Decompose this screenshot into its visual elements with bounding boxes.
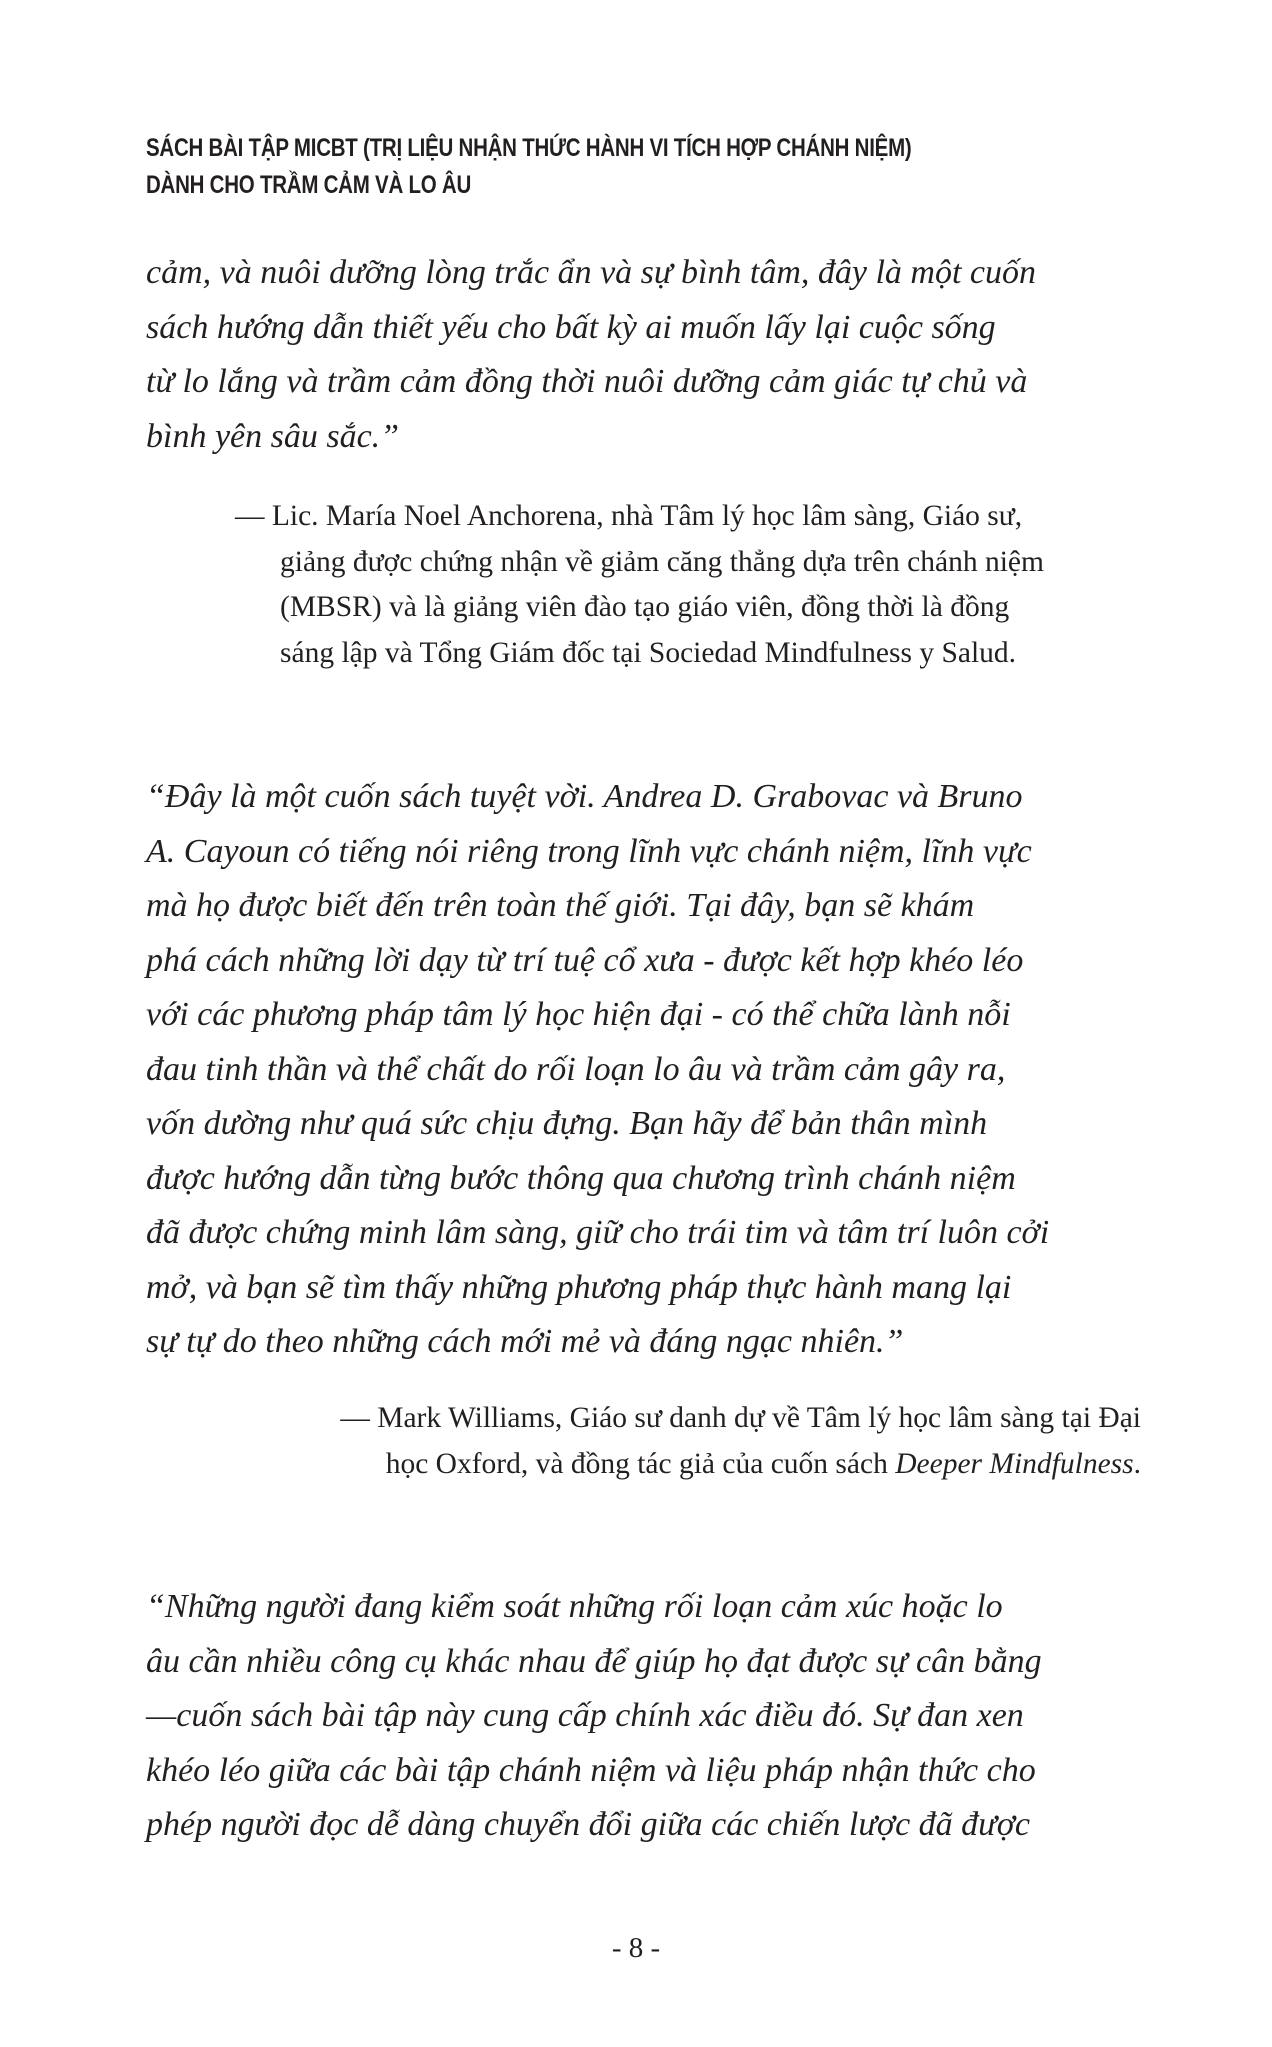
quote-line: đau tinh thần và thể chất do rối loạn lo âu và trầm cảm gây ra, (146, 1050, 1006, 1088)
quote-line: bình yên sâu sắc.” (146, 417, 400, 455)
attribution-anchorena (235, 494, 1141, 676)
quote-williams (146, 770, 1141, 1370)
attribution-line: — Lic. María Noel Anchorena, nhà Tâm lý học lâm sàng, Giáo sư, (235, 500, 1023, 532)
quote-line: âu cần nhiều công cụ khác nhau để giúp họ đạt được sự cân bằng (146, 1642, 1042, 1680)
quote-line: “Đây là một cuốn sách tuyệt vời. Andrea D. Grabovac và Bruno (146, 778, 1023, 815)
quote-line: A. Cayoun có tiếng nói riêng trong lĩnh vực chánh niệm, lĩnh vực (146, 832, 1032, 870)
quote-line: với các phương pháp tâm lý học hiện đại - có thể chữa lành nỗi (146, 996, 1011, 1033)
attribution-line: (MBSR) và là giảng viên đào tạo giáo viên, đồng thời là đồng (280, 591, 1010, 623)
page-number: - 8 - (611, 1932, 661, 1964)
running-header-line-2: DÀNH CHO TRẦM CẢM VÀ LO ÂU (146, 171, 472, 199)
quote-line: được hướng dẫn từng bước thông qua chương trình chánh niệm (146, 1159, 1016, 1197)
attribution-punctuation: . (1133, 1447, 1141, 1480)
quote-line: “Những người đang kiểm soát những rối loạn cảm xúc hoặc lo (146, 1588, 1003, 1625)
attribution-line (146, 1442, 1141, 1488)
quote-line: phá cách những lời dạy từ trí tuệ cổ xưa - được kết hợp khéo léo (146, 941, 1024, 979)
attribution-text: học Oxford, và đồng tác giả của cuốn sách (385, 1447, 896, 1480)
attribution-line: — Mark Williams, Giáo sư danh dự về Tâm lý học lâm sàng tại Đại (340, 1402, 1141, 1434)
running-header-line-1: SÁCH BÀI TẬP MICBT (TRỊ LIỆU NHẬN THỨC HÀNH VI TÍCH HỢP CHÁNH NIỆM) (146, 134, 912, 162)
book-title: Deeper Mindfulness (895, 1447, 1134, 1480)
quote-line: mà họ được biết đến trên toàn thế giới. Tại đây, bạn sẽ khám (146, 887, 975, 924)
attribution-line: sáng lập và Tổng Giám đốc tại Sociedad Mindfulness y Salud. (280, 636, 1017, 669)
quote-line: phép người đọc dễ dàng chuyển đổi giữa các chiến lược đã được (146, 1806, 1030, 1843)
quote-line: khéo léo giữa các bài tập chánh niệm và liệu pháp nhận thức cho (146, 1751, 1036, 1789)
quote-line: mở, và bạn sẽ tìm thấy những phương pháp thực hành mang lại (146, 1268, 1012, 1306)
quote-line: cảm, và nuôi dưỡng lòng trắc ẩn và sự bình tâm, đây là một cuốn (146, 254, 1037, 291)
attribution-williams (146, 1396, 1141, 1487)
quote-line: sách hướng dẫn thiết yếu cho bất kỳ ai muốn lấy lại cuộc sống (146, 308, 996, 346)
quote-next (146, 1580, 1141, 1853)
quote-line: vốn dường như quá sức chịu đựng. Bạn hãy để bản thân mình (146, 1105, 988, 1142)
quote-line: sự tự do theo những cách mới mẻ và đáng ngạc nhiên.” (146, 1323, 904, 1360)
quote-line: —cuốn sách bài tập này cung cấp chính xác điều đó. Sự đan xen (146, 1697, 1024, 1734)
running-header (146, 130, 966, 204)
attribution-line: giảng được chứng nhận về giảm căng thẳng dựa trên chánh niệm (280, 545, 1044, 578)
quote-continuation (146, 246, 1141, 464)
quote-line: từ lo lắng và trầm cảm đồng thời nuôi dưỡng cảm giác tự chủ và (146, 363, 1028, 400)
quote-line: đã được chứng minh lâm sàng, giữ cho trái tim và tâm trí luôn cởi (146, 1214, 1050, 1251)
